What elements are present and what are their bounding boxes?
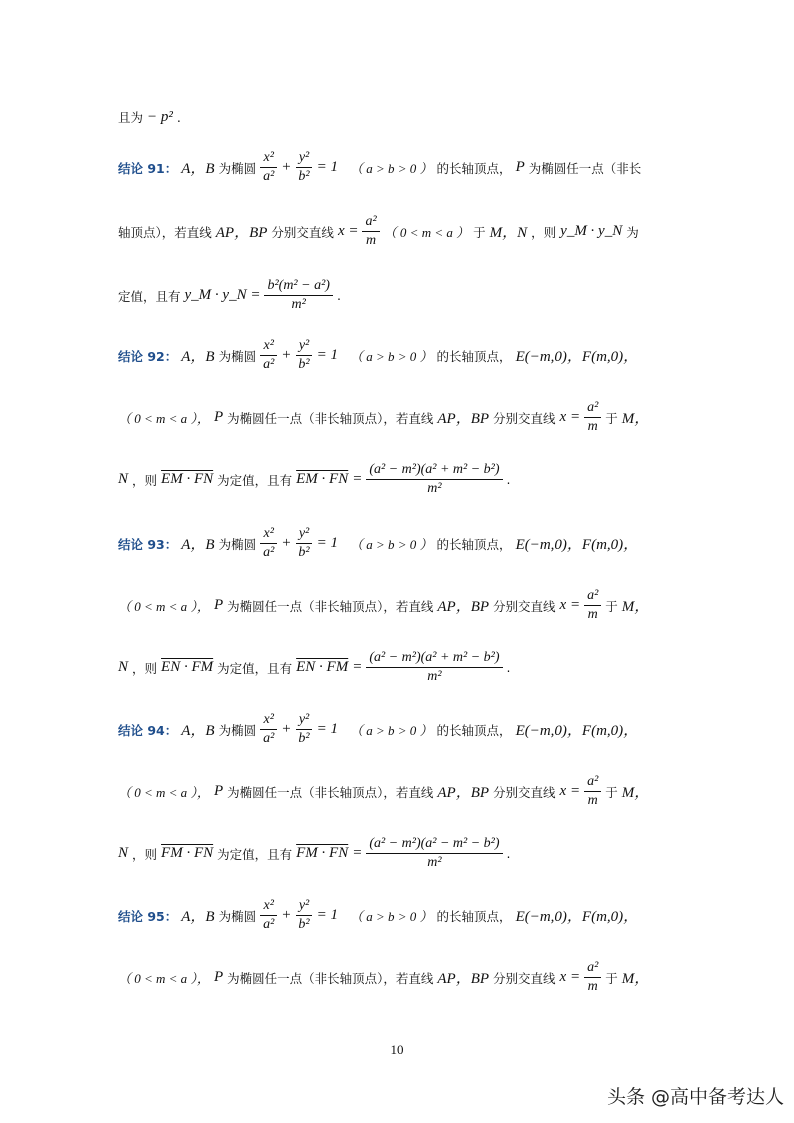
range: （ 0 < m < a ），: [118, 971, 210, 987]
num: x²: [260, 712, 276, 730]
ellipse-term-y: [295, 338, 312, 373]
theorem-label: 结论 91：: [118, 160, 178, 176]
text: 分别交直线: [271, 224, 334, 240]
vertex-points: A，B: [181, 349, 215, 366]
ellipse-term-y: [295, 526, 312, 561]
ellipse-term-x: [260, 338, 277, 373]
point-p: P: [213, 969, 224, 986]
point-n: N: [118, 845, 129, 862]
line-fraction: [584, 400, 601, 435]
theorem-label: 结论 92：: [118, 348, 178, 364]
den: m: [587, 979, 598, 995]
text: 为椭圆任一点（非长轴顶点），若直线: [227, 410, 434, 426]
theorem-label: 结论 94：: [118, 722, 178, 738]
text: 于: [473, 224, 486, 240]
den: m²: [427, 481, 442, 497]
theorem-91-line-1: [118, 150, 674, 185]
end: .: [506, 846, 511, 862]
condition: （ a > b > 0 ）: [350, 161, 433, 177]
theorem-92-line-3: [118, 462, 674, 497]
den: m: [587, 793, 598, 809]
foci: E(−m,0)，F(m,0)，: [515, 537, 639, 554]
text: 的长轴顶点，: [436, 160, 512, 176]
equals: =: [352, 845, 363, 862]
result-fraction: [366, 836, 502, 871]
dot-product: FM · FN: [161, 845, 214, 862]
text: 为椭圆任一点（非长轴顶点），若直线: [227, 784, 434, 800]
ellipse-term-y: [295, 898, 312, 933]
point-n: N: [118, 471, 129, 488]
equals-one: = 1: [316, 907, 338, 924]
text: 为定值，且有: [217, 846, 293, 862]
equals: =: [352, 659, 363, 676]
line-fraction: [362, 214, 379, 249]
end: .: [506, 660, 511, 676]
den: b²: [298, 169, 310, 185]
plus: +: [281, 907, 292, 924]
text: 的长轴顶点，: [436, 722, 512, 738]
foci: E(−m,0)，F(m,0)，: [515, 909, 639, 926]
text: ，则: [132, 472, 158, 488]
vertex-points: A，B: [181, 537, 215, 554]
equals: =: [352, 471, 363, 488]
end: .: [506, 472, 511, 488]
den: b²: [298, 357, 310, 373]
equals-one: = 1: [316, 159, 338, 176]
foci: E(−m,0)，F(m,0)，: [515, 349, 639, 366]
num: (a² − m²)(a² − m² − b²): [366, 836, 502, 854]
intro-end: .: [176, 109, 181, 125]
ellipse-term-x: [260, 150, 277, 185]
theorem-label: 结论 95：: [118, 908, 178, 924]
intro-text: 且为: [118, 110, 144, 125]
foci: E(−m,0)，F(m,0)，: [515, 723, 639, 740]
den: m: [366, 233, 377, 249]
text: 的长轴顶点，: [436, 908, 512, 924]
text: 为椭圆任一点（非长轴顶点），若直线: [227, 970, 434, 986]
theorem-92-line-2: [118, 400, 674, 435]
num: x²: [260, 150, 276, 168]
num: a²: [584, 960, 601, 978]
text: 为椭圆: [218, 536, 257, 552]
product: y_M · y_N: [560, 223, 623, 240]
num: y²: [296, 712, 312, 730]
text: 轴顶点），若直线: [118, 224, 212, 240]
vertex-points: A，B: [181, 909, 215, 926]
dot-product: EM · FN: [296, 471, 349, 488]
dot-product: EN · FM: [296, 659, 349, 676]
line-fraction: [584, 588, 601, 623]
condition: （ a > b > 0 ）: [350, 349, 433, 365]
theorem-94-line-3: [118, 836, 674, 871]
num: y²: [296, 526, 312, 544]
num: b²(m² − a²): [264, 278, 332, 296]
lines: AP，BP: [437, 785, 490, 802]
num: a²: [584, 774, 601, 792]
equals-one: = 1: [316, 535, 338, 552]
point-p: P: [213, 409, 224, 426]
plus: +: [281, 159, 292, 176]
lines: AP，BP: [437, 411, 490, 428]
text: 为: [626, 224, 639, 240]
num: y²: [296, 150, 312, 168]
ellipse-term-y: [295, 712, 312, 747]
text: 分别交直线: [493, 598, 556, 614]
num: x²: [260, 338, 276, 356]
den: b²: [298, 545, 310, 561]
theorem-label: 结论 93：: [118, 536, 178, 552]
den: a²: [263, 731, 275, 747]
theorem-93-line-3: [118, 650, 674, 685]
point-n: N: [118, 659, 129, 676]
den: m²: [291, 297, 306, 313]
text: ，则: [132, 660, 158, 676]
range: （ 0 < m < a ），: [118, 785, 210, 801]
text: 于: [605, 410, 618, 426]
den: b²: [298, 917, 310, 933]
ellipse-term-x: [260, 898, 277, 933]
num: a²: [584, 588, 601, 606]
text: ，则: [531, 224, 557, 240]
theorem-95-line-1: [118, 898, 674, 933]
plus: +: [281, 721, 292, 738]
text: 为定值，且有: [217, 660, 293, 676]
ellipse-term-x: [260, 526, 277, 561]
line-fraction: [584, 774, 601, 809]
num: a²: [362, 214, 379, 232]
plus: +: [281, 347, 292, 364]
watermark: 头条 @高中备考达人: [606, 1086, 784, 1108]
den: m²: [427, 855, 442, 871]
intro-expr: − p²: [147, 108, 173, 125]
condition: （ a > b > 0 ）: [350, 723, 433, 739]
line-lhs: x =: [559, 597, 581, 614]
den: m²: [427, 669, 442, 685]
dot-product: EM · FN: [161, 471, 214, 488]
num: (a² − m²)(a² + m² − b²): [366, 462, 502, 480]
text: 为椭圆: [218, 722, 257, 738]
den: a²: [263, 169, 275, 185]
result-fraction: [366, 650, 502, 685]
theorem-92-line-1: [118, 338, 674, 373]
line-fraction: [584, 960, 601, 995]
ellipse-term-y: [295, 150, 312, 185]
point-m: M，: [621, 971, 650, 988]
theorem-93-line-1: [118, 526, 674, 561]
text: 分别交直线: [493, 410, 556, 426]
range: （ 0 < m < a ）: [383, 225, 470, 241]
text: 的长轴顶点，: [436, 348, 512, 364]
condition: （ a > b > 0 ）: [350, 537, 433, 553]
theorem-94-line-1: [118, 712, 674, 747]
den: b²: [298, 731, 310, 747]
text: 的长轴顶点，: [436, 536, 512, 552]
line-lhs: x =: [559, 783, 581, 800]
point-p: P: [213, 597, 224, 614]
text: 为椭圆: [218, 160, 257, 176]
num: (a² − m²)(a² + m² − b²): [366, 650, 502, 668]
text: 分别交直线: [493, 784, 556, 800]
lines: AP，BP: [437, 599, 490, 616]
text: 为椭圆: [218, 348, 257, 364]
intro-line: [118, 108, 674, 126]
line-lhs: x =: [559, 969, 581, 986]
text: 分别交直线: [493, 970, 556, 986]
equals-one: = 1: [316, 721, 338, 738]
den: a²: [263, 545, 275, 561]
vertex-points: A，B: [181, 723, 215, 740]
dot-product: FM · FN: [296, 845, 349, 862]
text: 为椭圆: [218, 908, 257, 924]
theorem-91-line-2: [118, 214, 674, 249]
point-m: M，: [621, 411, 650, 428]
text: 于: [605, 598, 618, 614]
text: 定值，且有: [118, 288, 181, 304]
point-p: P: [515, 159, 525, 176]
text: 于: [605, 784, 618, 800]
den: m: [587, 419, 598, 435]
line-lhs: x =: [559, 409, 581, 426]
page-number: 10: [390, 1042, 404, 1057]
den: a²: [263, 357, 275, 373]
product-lhs: y_M · y_N =: [184, 287, 261, 304]
lines: AP，BP: [215, 225, 268, 242]
point-m: M，: [621, 599, 650, 616]
point-m: M，: [621, 785, 650, 802]
vertex-points: A，B: [181, 161, 215, 178]
lines: AP，BP: [437, 971, 490, 988]
point-p: P: [213, 783, 224, 800]
ellipse-term-x: [260, 712, 277, 747]
text: ，则: [132, 846, 158, 862]
num: a²: [584, 400, 601, 418]
den: a²: [263, 917, 275, 933]
dot-product: EN · FM: [161, 659, 214, 676]
theorem-94-line-2: [118, 774, 674, 809]
num: y²: [296, 338, 312, 356]
text: 为定值，且有: [217, 472, 293, 488]
theorem-95-line-2: [118, 960, 674, 995]
end: .: [336, 288, 341, 304]
range: （ 0 < m < a ），: [118, 411, 210, 427]
condition: （ a > b > 0 ）: [350, 909, 433, 925]
num: x²: [260, 526, 276, 544]
theorem-91-line-3: [118, 278, 674, 313]
theorem-93-line-2: [118, 588, 674, 623]
result-fraction: [366, 462, 502, 497]
den: m: [587, 607, 598, 623]
line-lhs: x =: [337, 223, 359, 240]
num: x²: [260, 898, 276, 916]
result-fraction: [264, 278, 332, 313]
range: （ 0 < m < a ），: [118, 599, 210, 615]
num: y²: [296, 898, 312, 916]
plus: +: [281, 535, 292, 552]
text: 为椭圆任一点（非长: [528, 160, 642, 176]
text: 于: [605, 970, 618, 986]
text: 为椭圆任一点（非长轴顶点），若直线: [227, 598, 434, 614]
equals-one: = 1: [316, 347, 338, 364]
points: M，N: [489, 225, 528, 242]
